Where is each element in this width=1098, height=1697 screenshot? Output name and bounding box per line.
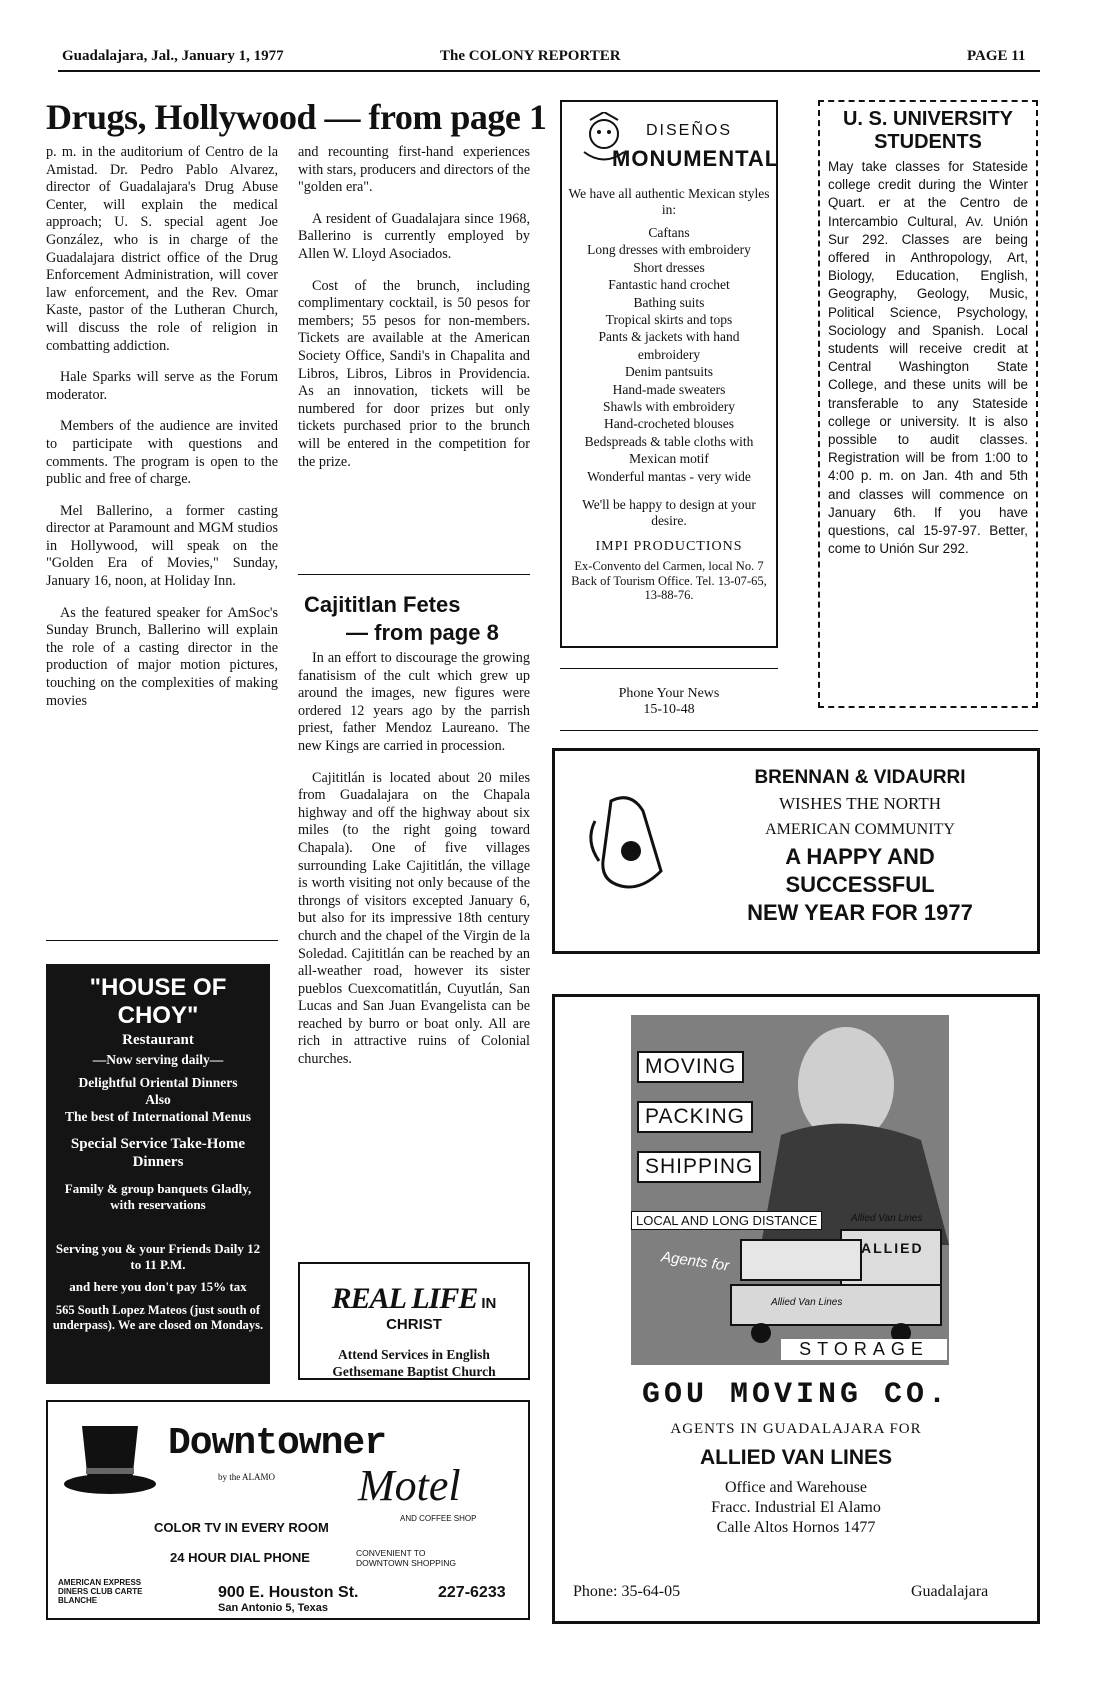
- gou-company-name: GOU MOVING CO.: [641, 1378, 951, 1412]
- phone-news-label: Phone Your News: [618, 686, 720, 701]
- motel-phone-24: 24 HOUR DIAL PHONE: [170, 1550, 310, 1565]
- disenos-intro: We have all authentic Mexican styles in:: [568, 186, 770, 217]
- header-dateline: Guadalajara, Jal., January 1, 1977: [62, 48, 284, 64]
- downtowner-motel-ad: [46, 1400, 530, 1620]
- agents-label: Agents for: [660, 1248, 731, 1275]
- article-paragraph: As the featured speaker for AmSoc's Sunday Brunch, Ballerino will explain the role of a casting director in the production of major motion pictures, touching on the complexities of making movies: [46, 604, 278, 709]
- disenos-address: Ex-Convento del Carmen, local No. 7 Back of Tourism Office. Tel. 13-07-65, 13-88-76.: [571, 559, 767, 603]
- choy-serving-friends: Serving you & your Friends Daily 12 to 11 P.M.: [55, 1241, 261, 1272]
- list-item: Hand-crocheted blouses: [603, 416, 735, 432]
- choy-international: The best of International Menus: [64, 1109, 251, 1124]
- gou-phone: Phone: 35-64-05: [573, 1583, 681, 1600]
- gou-fracc: Fracc. Industrial El Alamo: [711, 1499, 881, 1516]
- article-paragraph: p. m. in the auditorium of Centro de la Amistad. Dr. Pedro Pablo Alvarez, director of Guadalajara's Drug Abuse Center, will explain the medical approach; U. S. special agent Joe González, who is in charge of the Guadalajara district office of the Drug Enforcement Administration, will cover law enforcement, and the Rev. Omar Kaste, pastor of the Lutheran Church, will discuss the role of religion in combatting addiction.: [46, 144, 278, 354]
- phone-news-number: 15-10-48: [643, 702, 695, 717]
- top-hat-icon: [60, 1412, 160, 1512]
- article-paragraph: Hale Sparks will serve as the Forum moderator.: [46, 369, 278, 403]
- choy-serving: —Now serving daily—: [92, 1052, 224, 1067]
- cajititlan-headline: Cajititlan Fetes: [304, 592, 461, 617]
- cajititlan-subheadline: — from page 8: [346, 620, 499, 645]
- choy-special: Special Service Take-Home Dinners: [70, 1136, 246, 1170]
- brennan-happy-1: A HAPPY AND: [785, 844, 935, 869]
- allied-label: ALLIED: [861, 1240, 924, 1256]
- column-divider: [560, 668, 778, 669]
- gou-moving-ad: [552, 994, 1040, 1624]
- storage-label: STORAGE: [781, 1339, 947, 1360]
- list-item: Fantastic hand crochet: [608, 277, 730, 293]
- list-item: Shawls with embroidery: [603, 399, 735, 415]
- distance-label: LOCAL AND LONG DISTANCE: [631, 1211, 822, 1230]
- column-divider: [46, 940, 278, 941]
- truck-label-1: Allied Van Lines: [851, 1213, 923, 1224]
- article-paragraph: Mel Ballerino, a former casting director at Paramount and MGM studios in Hollywood, will speak on the "Golden Era of Movies," Sunday, January 16, noon, at Holiday Inn.: [46, 502, 278, 590]
- phone-news: [560, 686, 778, 718]
- list-item: Bedspreads & table cloths with Mexican motif: [584, 433, 754, 467]
- gou-allied-van-lines: ALLIED VAN LINES: [699, 1446, 893, 1469]
- disenos-logo: [568, 110, 780, 180]
- header-rule: [58, 70, 1040, 72]
- truck-label-2: Allied Van Lines: [771, 1297, 843, 1308]
- disenos-company: IMPI PRODUCTIONS: [595, 539, 743, 555]
- motel-convenient: CONVENIENT TO DOWNTOWN SHOPPING: [356, 1548, 456, 1568]
- drugs-column-2: [298, 144, 530, 485]
- column-divider: [560, 730, 1038, 731]
- real-life-logo: [308, 1282, 520, 1334]
- moving-tag: MOVING: [637, 1051, 744, 1083]
- disenos-ad: [560, 100, 778, 648]
- real-life-ad: [298, 1262, 530, 1380]
- brennan-year: NEW YEAR FOR 1977: [747, 900, 973, 925]
- motel-name-2: Motel: [358, 1461, 461, 1510]
- real-life-church: Gethsemane Baptist Church: [332, 1364, 496, 1379]
- list-item: Long dresses with embroidery: [587, 242, 751, 258]
- list-item: Pants & jackets with hand embroidery: [598, 329, 740, 362]
- us-students-title-2: STUDENTS: [874, 131, 982, 153]
- motel-city: San Antonio 5, Texas: [218, 1602, 329, 1614]
- drugs-column-1: [46, 144, 278, 724]
- cajititlan-article: [298, 650, 530, 1083]
- list-item: Bathing suits: [633, 294, 705, 310]
- list-item: Wonderful mantas - very wide: [587, 468, 751, 484]
- choy-title-2: CHOY": [117, 1002, 199, 1029]
- brennan-name: BRENNAN & VIDAURRI: [754, 767, 966, 788]
- choy-dinners: Delightful Oriental Dinners: [78, 1075, 238, 1090]
- gou-moving-text: [555, 1377, 1037, 1538]
- list-item: Caftans: [648, 225, 690, 240]
- us-students-body: May take classes for Stateside college credit during the Winter Quart. er at the Centro de Intercambio Cultural, Av. Unión Sur 292. Classes are being offered in Anthropology, Art, Biology, Education, English, Geography, Geology, Music, Political Science, Psychology, Sociology and Spanish. Local students will receive credit at Central Washington State College, and these units will be transferable to any Stateside college or university. It is also possible to audit classes. Registration will be from 1:00 to 4:00 p. m. on Jan. 4th and 5th and classes will commence on January 6th. If you have questions, cal 15-97-97. Better, come to Unión Sur 292.: [828, 159, 1028, 557]
- house-of-choy-ad: [46, 964, 270, 1384]
- us-students-ad: [818, 100, 1038, 708]
- drugs-headline: Drugs, Hollywood — from page 1: [46, 97, 547, 137]
- motel-name-1: Downtowner: [168, 1422, 387, 1465]
- real-life-wordmark: REAL LIFE: [331, 1282, 478, 1315]
- brennan-wishes: WISHES THE NORTH: [778, 794, 942, 813]
- us-students-title-1: U. S. UNIVERSITY: [842, 108, 1014, 130]
- article-paragraph: A resident of Guadalajara since 1968, Ballerino is currently employed by Allen W. Lloyd Asociados.: [298, 210, 530, 262]
- brennan-happy-2: SUCCESSFUL: [785, 872, 935, 897]
- article-paragraph: Members of the audience are invited to participate with questions and comments. The program is open to the public and free of charge.: [46, 418, 278, 488]
- disenos-design-note: We'll be happy to design at your desire.: [582, 497, 756, 529]
- motel-phone: 227-6233: [438, 1584, 506, 1601]
- moving-photo: [631, 1015, 949, 1365]
- choy-restaurant: Restaurant: [122, 1032, 194, 1048]
- list-item: Short dresses: [633, 259, 705, 275]
- brennan-ad: [552, 748, 1040, 954]
- real-life-in-christ: IN CHRIST: [386, 1295, 497, 1333]
- list-item: Hand-made sweaters: [612, 381, 726, 397]
- shipping-tag: SHIPPING: [637, 1151, 761, 1183]
- motel-coffee: AND COFFEE SHOP: [400, 1514, 477, 1523]
- gou-calle: Calle Altos Hornos 1477: [716, 1519, 876, 1536]
- choy-title-1: "HOUSE OF: [89, 974, 227, 1001]
- choy-also: Also: [145, 1092, 171, 1107]
- choy-family: Family & group banquets Gladly, with reservations: [64, 1181, 252, 1212]
- list-item: Tropical skirts and tops: [605, 312, 733, 328]
- gou-agents-line: AGENTS IN GUADALAJARA FOR: [670, 1421, 922, 1437]
- article-paragraph: and recounting first-hand experiences with stars, producers and directors of the "golden era".: [298, 144, 530, 196]
- disenos-brand-top: DISEÑOS: [646, 122, 733, 139]
- choy-address: 565 South Lopez Mateos (just south of underpass). We are closed on Mondays.: [52, 1303, 264, 1332]
- brennan-community: AMERICAN COMMUNITY: [765, 821, 955, 838]
- bell-icon: [581, 791, 671, 901]
- choy-tax: and here you don't pay 15% tax: [69, 1279, 247, 1294]
- article-paragraph: Cajititlán is located about 20 miles from Guadalajara on the Chapala highway and off the highway about six miles (to the right going toward Chapala). One of five villages surrounding Lake Cajititlán, the village is worth visiting not only because of the throngs of visitors excepted January 6, but also for its impressive 18th century church and the chapel of the Virgin de la Soledad. Cajititlán can be reached by an all-weather road, however its sister pueblos Cuexcomatitlán, Cuyutlán, San Lucas and San Juan Evangelista can be reached by burro or boat only. All are rich in attractive ruins of Colonial churches.: [298, 769, 530, 1068]
- gou-office: Office and Warehouse: [724, 1479, 868, 1496]
- real-life-services: Attend Services in English: [338, 1347, 490, 1362]
- article-paragraph: Cost of the brunch, including complimentary cocktail, is 50 pesos for members; 55 pesos for non-members. Tickets are available at the American Society Office, Sandi's in Chapalita and Libros, Libros, Libros in Providencia. As an innovation, tickets will be numbered for door prizes but only tickets purchased prior to the brunch will be entered in the competition for the prize.: [298, 277, 530, 470]
- article-paragraph: In an effort to discourage the growing fanatisism of the cult which grew up around the images, new figures were ordered 12 years ago by the parrish priest, father Mendoz Laureano. The new Kings are carried in procession.: [298, 650, 530, 754]
- motel-by-alamo: by the ALAMO: [218, 1472, 275, 1482]
- column-divider: [298, 574, 530, 575]
- header-paper-name: The COLONY REPORTER: [440, 48, 621, 64]
- disenos-brand-main: MONUMENTAL: [612, 146, 780, 171]
- motel-cards: AMERICAN EXPRESS DINERS CLUB CARTE BLANCHE: [58, 1578, 143, 1605]
- motel-address: 900 E. Houston St.: [218, 1584, 359, 1601]
- header-page-number: PAGE 11: [967, 48, 1026, 64]
- packing-tag: PACKING: [637, 1101, 753, 1133]
- motel-tv: COLOR TV IN EVERY ROOM: [154, 1520, 329, 1535]
- brennan-text: [695, 765, 1025, 927]
- list-item: Denim pantsuits: [624, 364, 714, 380]
- disenos-items: [568, 224, 770, 485]
- gou-city: Guadalajara: [911, 1583, 989, 1600]
